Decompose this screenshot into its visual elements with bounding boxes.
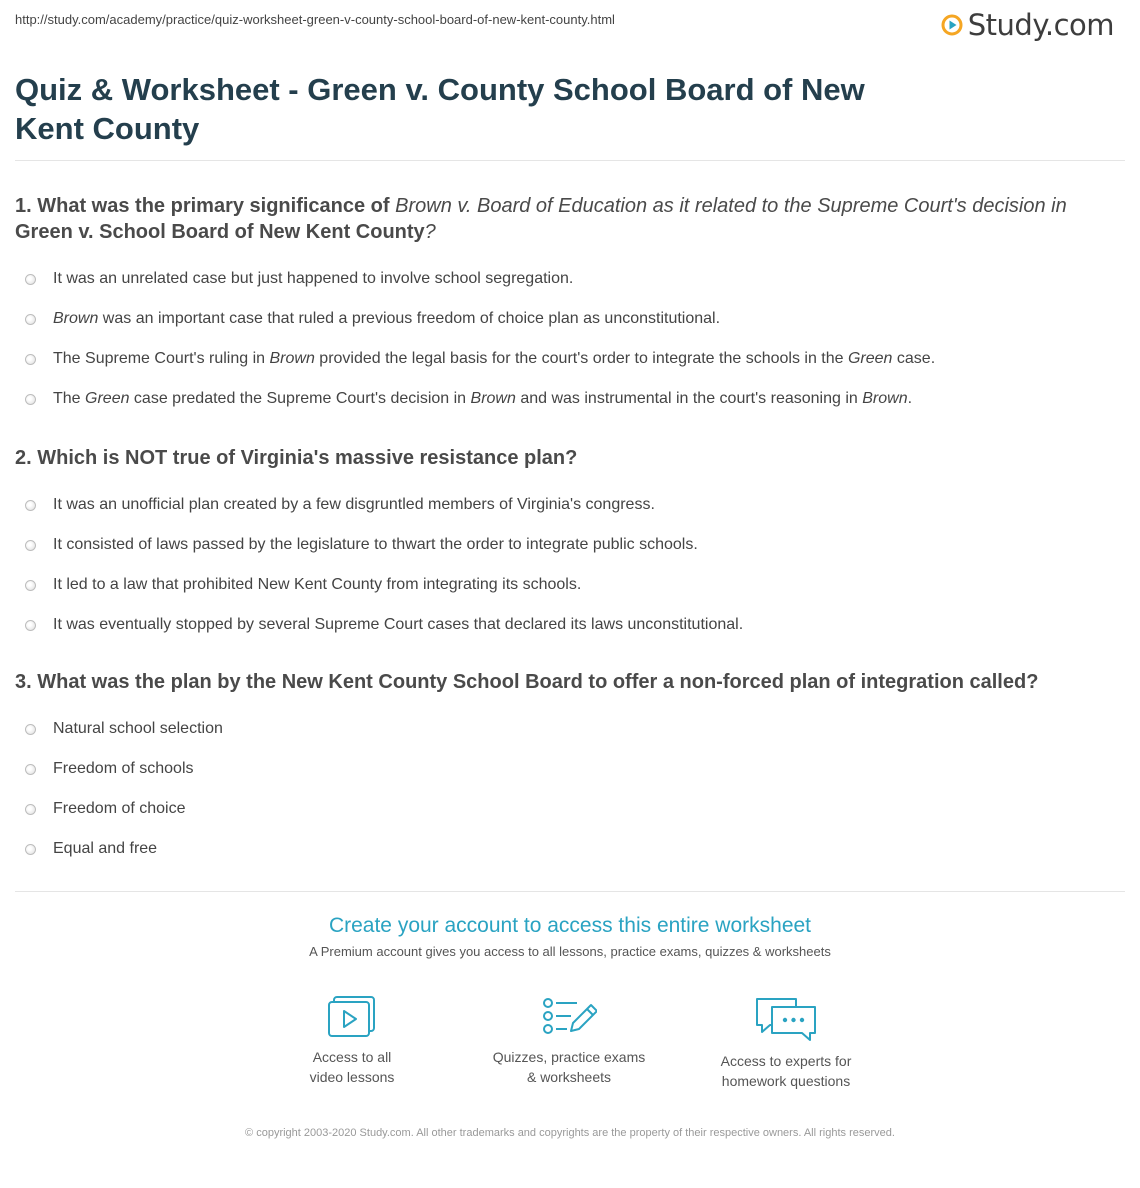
answer-option[interactable] — [15, 525, 1115, 565]
answer-text-italic: Green — [847, 350, 893, 367]
question-2 — [15, 445, 1115, 645]
answer-radio[interactable] — [25, 540, 36, 551]
question-number: 3. — [15, 671, 32, 693]
answer-radio[interactable] — [25, 580, 36, 591]
question-text — [15, 669, 1115, 695]
answer-text: It was an unrelated case but just happened to involve school segregation. — [53, 270, 574, 287]
question-text — [15, 445, 1115, 471]
answer-list — [15, 259, 1115, 419]
answer-label — [53, 390, 912, 408]
question-number: 2. — [15, 447, 32, 469]
answer-radio[interactable] — [25, 274, 36, 285]
answer-text: case predated the Supreme Court's decision in — [129, 390, 471, 407]
question-text-part: What was the primary significance of — [37, 195, 390, 217]
top-bar — [0, 0, 1140, 50]
answer-radio[interactable] — [25, 314, 36, 325]
answer-radio[interactable] — [25, 500, 36, 511]
feature-video-lessons — [252, 995, 452, 1087]
quiz-checklist-icon — [541, 995, 597, 1039]
answer-text-italic: Brown — [862, 390, 908, 407]
answer-text: Natural school selection — [53, 720, 223, 737]
answer-option[interactable] — [15, 605, 1115, 645]
answer-radio[interactable] — [25, 724, 36, 735]
answer-radio[interactable] — [25, 804, 36, 815]
answer-text-italic: Brown — [53, 310, 99, 327]
answer-option[interactable] — [15, 339, 1115, 379]
answer-radio[interactable] — [25, 844, 36, 855]
answer-text: Freedom of schools — [53, 760, 194, 777]
answer-text: provided the legal basis for the court's order to integrate the schools in the — [314, 350, 848, 367]
answer-text: It led to a law that prohibited New Kent County from integrating its schools. — [53, 576, 582, 593]
answer-option[interactable] — [15, 379, 1115, 419]
answer-radio[interactable] — [25, 354, 36, 365]
answer-label — [53, 576, 581, 594]
answer-label — [53, 800, 186, 818]
question-number: 1. — [15, 195, 32, 217]
title-divider — [15, 160, 1125, 161]
feature-label: Access to all video lessons — [309, 1049, 395, 1085]
answer-text: was an important case that ruled a previous freedom of choice plan as unconstitutional. — [98, 310, 721, 327]
answer-option[interactable] — [15, 299, 1115, 339]
video-lessons-icon — [326, 995, 378, 1039]
answer-list — [15, 485, 1115, 645]
copyright-footer: © copyright 2003-2020 Study.com. All other trademarks and copyrights are the property of their respective owners. All rights reserved. — [245, 1127, 895, 1139]
answer-option[interactable] — [15, 709, 1115, 749]
answer-text: Equal and free — [53, 840, 158, 857]
answer-radio[interactable] — [25, 764, 36, 775]
answer-option[interactable] — [15, 565, 1115, 605]
logo-text: Study.com — [967, 8, 1114, 42]
answer-label — [53, 616, 743, 634]
feature-experts — [686, 995, 886, 1091]
feature-label: Quizzes, practice exams & worksheets — [492, 1049, 646, 1085]
answer-option[interactable] — [15, 749, 1115, 789]
answer-text: It was eventually stopped by several Supreme Court cases that declared its laws unconstitutional. — [53, 616, 744, 633]
study-logo[interactable] — [941, 8, 1114, 42]
play-circle-icon — [941, 14, 963, 36]
cta-title[interactable]: Create your account to access this entire worksheet — [328, 914, 812, 937]
answer-list — [15, 709, 1115, 869]
answer-option[interactable] — [15, 789, 1115, 829]
answer-label — [53, 496, 655, 514]
page-url: http://study.com/academy/practice/quiz-worksheet-green-v-county-school-board-of-new-kent-county.html — [15, 12, 615, 27]
question-3 — [15, 669, 1115, 869]
answer-label — [53, 270, 573, 288]
content-divider — [15, 891, 1125, 892]
question-text-part: Which is NOT true of Virginia's massive resistance plan? — [37, 447, 578, 469]
answer-text: The Supreme Court's ruling in — [53, 350, 270, 367]
answer-option[interactable] — [15, 259, 1115, 299]
answer-label — [53, 310, 720, 328]
answer-text: and was instrumental in the court's reasoning in — [515, 390, 863, 407]
question-1 — [15, 193, 1115, 419]
answer-radio[interactable] — [25, 394, 36, 405]
answer-text-italic: Brown — [269, 350, 315, 367]
answer-text: The — [53, 390, 86, 407]
answer-label — [53, 536, 698, 554]
answer-text: It consisted of laws passed by the legislature to thwart the order to integrate public schools. — [53, 536, 698, 553]
question-text-italic: ? — [424, 221, 436, 243]
answer-option[interactable] — [15, 485, 1115, 525]
answer-text: Freedom of choice — [53, 800, 186, 817]
answer-text: It was an unofficial plan created by a few disgruntled members of Virginia's congress. — [53, 496, 655, 513]
answer-label — [53, 350, 935, 368]
question-text-part: What was the plan by the New Kent County School Board to offer a non-forced plan of integration called? — [37, 671, 1039, 693]
chat-bubbles-icon — [754, 995, 818, 1043]
answer-text-italic: Brown — [470, 390, 516, 407]
answer-option[interactable] — [15, 829, 1115, 869]
answer-text: . — [907, 390, 913, 407]
answer-label — [53, 840, 157, 858]
signup-cta — [0, 914, 1140, 959]
question-text-italic: Brown v. Board of Education as it related to the Supreme Court's decision in — [395, 195, 1067, 217]
feature-label: Access to experts for homework questions — [720, 1053, 852, 1089]
answer-label — [53, 760, 194, 778]
answer-label — [53, 720, 223, 738]
answer-text: case. — [892, 350, 936, 367]
feature-quizzes — [469, 995, 669, 1087]
question-text-part: Green v. School Board of New Kent County — [15, 221, 425, 243]
page-title: Quiz & Worksheet - Green v. County School Board of New Kent County — [15, 72, 865, 146]
answer-text-italic: Green — [85, 390, 130, 407]
question-text — [15, 193, 1115, 245]
cta-subtitle: A Premium account gives you access to all lessons, practice exams, quizzes & worksheets — [309, 944, 831, 959]
answer-radio[interactable] — [25, 620, 36, 631]
